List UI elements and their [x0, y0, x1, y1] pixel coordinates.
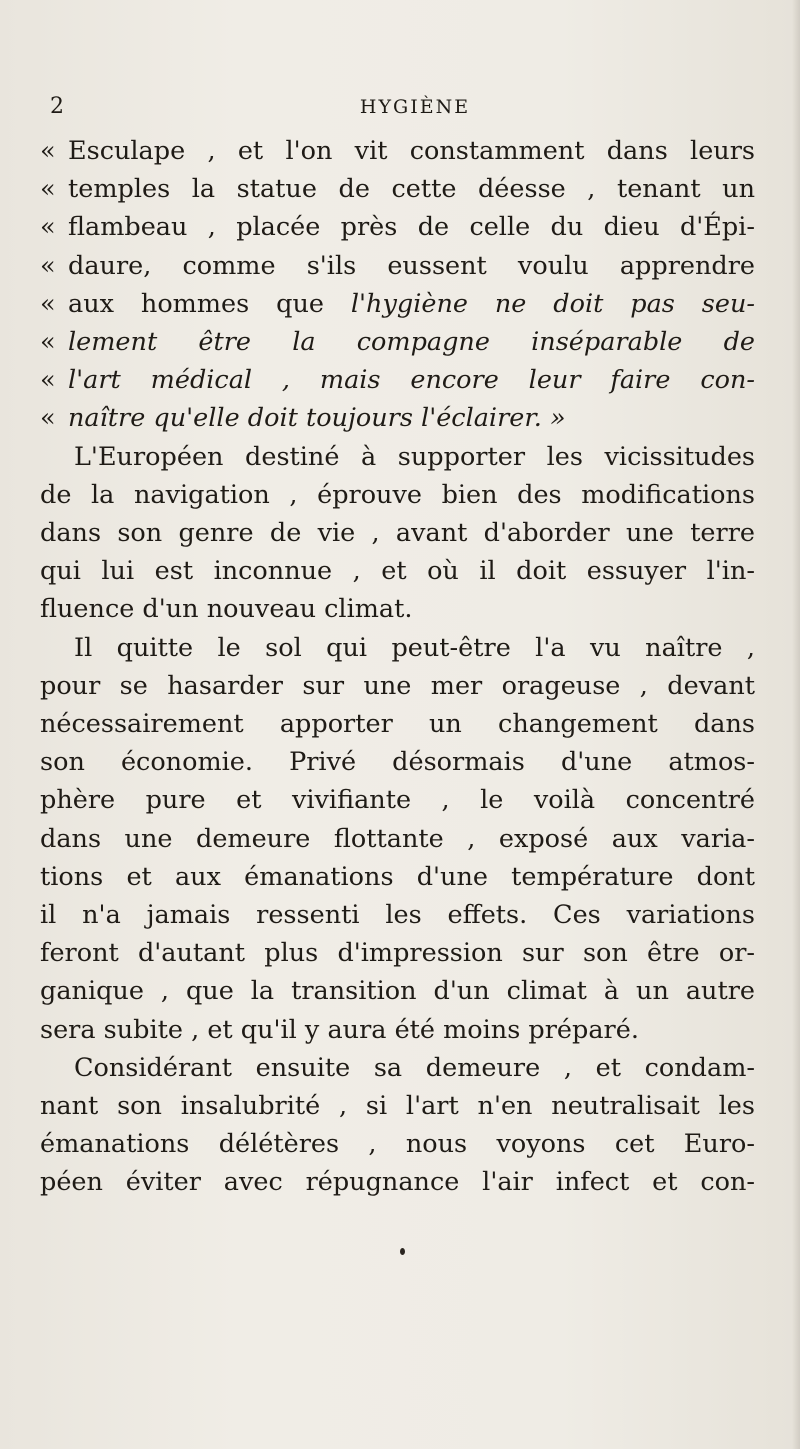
text-line: tions et aux émanations d'une température dont — [40, 861, 755, 892]
text-line: « aux hommes que l'hygiène ne doit pas seu- — [40, 285, 755, 323]
text-line: Il quitte le sol qui peut-être l'a vu naître , — [74, 632, 755, 663]
quote-mark: « — [40, 327, 56, 358]
text-line: « flambeau , placée près de celle du dieu d'Épi- — [40, 208, 755, 246]
text-line: qui lui est inconnue , et où il doit essuyer l'in- — [40, 556, 755, 587]
ink-speck — [400, 1248, 405, 1255]
text-line: « Esculape , et l'on vit constamment dans leurs — [40, 132, 755, 170]
text-line: feront d'autant plus d'impression sur son être or- — [40, 938, 755, 969]
quote-mark: « — [40, 365, 56, 396]
text-line: Considérant ensuite sa demeure , et condam- — [74, 1052, 755, 1083]
italic-text: l'hygiène ne doit pas seu- — [350, 288, 755, 319]
text-line: sera subite , et qu'il y aura été moins préparé. — [40, 1014, 639, 1045]
quote-mark: « — [40, 174, 56, 205]
text-line — [40, 399, 755, 437]
text-line: ganique , que la transition d'un climat à un autre — [40, 976, 755, 1007]
quote-mark: « — [40, 288, 56, 319]
text-line: émanations délétères , nous voyons cet Euro- — [40, 1129, 755, 1160]
quote-mark: « — [40, 250, 56, 281]
text-line: fluence d'un nouveau climat. — [40, 594, 413, 625]
page-number: 2 — [50, 94, 64, 119]
text-line: L'Européen destiné à supporter les vicissitudes — [74, 441, 755, 472]
quote-mark: « — [40, 136, 56, 166]
text-line: dans son genre de vie , avant d'aborder une terre — [40, 518, 755, 549]
text-line: nant son insalubrité , si l'art n'en neutralisait les — [40, 1091, 755, 1122]
text-line: pour se hasarder sur une mer orageuse , devant — [40, 670, 755, 701]
text-line: son économie. Privé désormais d'une atmos- — [40, 747, 755, 778]
body-text — [40, 132, 755, 1202]
text-line — [40, 323, 755, 361]
italic-text: lement être la compagne inséparable de — [68, 327, 755, 358]
quote-mark: « — [40, 212, 56, 243]
text-line: « daure, comme s'ils eussent voulu apprendre — [40, 247, 755, 285]
italic-text: l'art médical , mais encore leur faire con- — [68, 365, 755, 396]
italic-text: naître qu'elle doit toujours l'éclairer. » — [68, 403, 566, 434]
text-line: « temples la statue de cette déesse , tenant un — [40, 170, 755, 208]
page-edge-shadow — [792, 0, 800, 1449]
text-line: dans une demeure flottante , exposé aux varia- — [40, 823, 755, 854]
text-line: phère pure et vivifiante , le voilà concentré — [40, 785, 755, 816]
text-line: il n'a jamais ressenti les effets. Ces variations — [40, 900, 755, 931]
text-line: nécessairement apporter un changement dans — [40, 709, 755, 740]
running-title: HYGIÈNE — [359, 96, 471, 118]
quote-mark: « — [40, 403, 56, 434]
text-line: de la navigation , éprouve bien des modifications — [40, 479, 755, 510]
text-line — [40, 361, 755, 399]
text-line: péen éviter avec répugnance l'air infect et con- — [40, 1167, 755, 1198]
page-header — [50, 94, 740, 124]
